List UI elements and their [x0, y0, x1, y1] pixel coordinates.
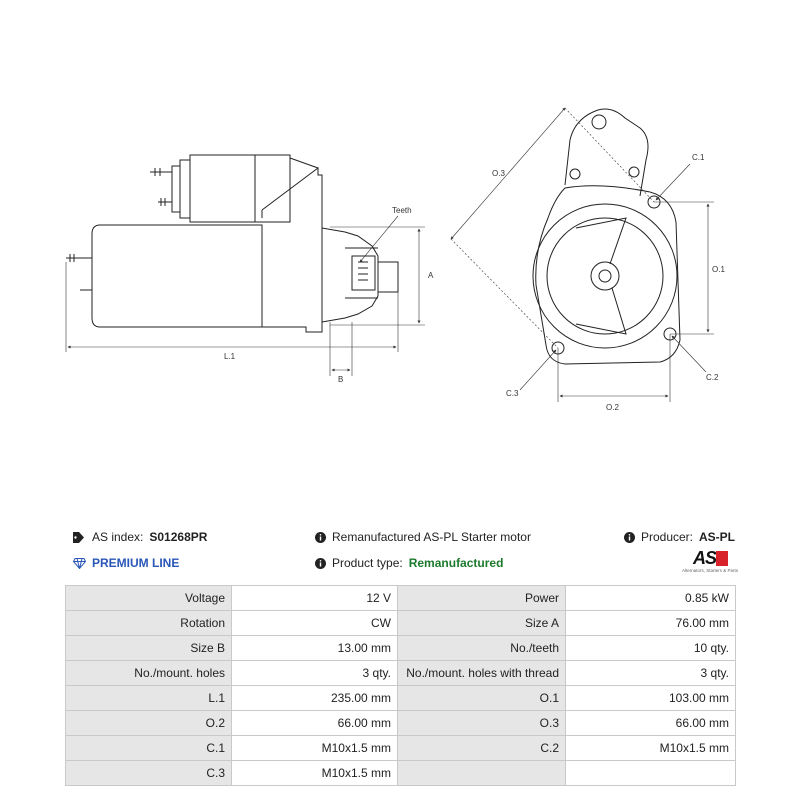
thread-c2-label: C.2: [706, 373, 719, 382]
as-index: [73, 530, 207, 544]
thread-c1-label: C.1: [692, 153, 705, 162]
spec-value: 3 qty.: [232, 661, 398, 686]
product-type-label: Product type:: [332, 556, 403, 570]
spec-label: No./mount. holes: [66, 661, 232, 686]
logo-tagline: Alternators, Starters & Parts: [681, 568, 738, 573]
producer-label: Producer:: [640, 530, 693, 544]
as-pl-logo: [668, 548, 738, 578]
spec-value: 66.00 mm: [566, 711, 736, 736]
product-type: [315, 556, 503, 570]
spec-row: [66, 761, 736, 786]
product-type-value: Remanufactured: [408, 556, 504, 570]
info-icon: [624, 532, 635, 543]
spec-value: 12 V: [232, 586, 398, 611]
info-icon: [315, 532, 326, 543]
spec-label: O.2: [66, 711, 232, 736]
spec-row: [66, 586, 736, 611]
spec-label: C.1: [66, 736, 232, 761]
spec-value: M10x1.5 mm: [566, 736, 736, 761]
spec-value: 10 qty.: [566, 636, 736, 661]
spec-value: 13.00 mm: [232, 636, 398, 661]
spec-value: M10x1.5 mm: [232, 736, 398, 761]
thread-c3-label: C.3: [506, 389, 519, 398]
dimension-o1-label: O.1: [712, 265, 725, 274]
spec-label: Size B: [66, 636, 232, 661]
spec-value: CW: [232, 611, 398, 636]
logo-text: AS: [692, 548, 716, 568]
logo-red-block: [716, 551, 728, 566]
dimension-a-label: A: [428, 271, 434, 280]
spec-label: C.3: [66, 761, 232, 786]
dimension-o2-label: O.2: [606, 403, 619, 412]
spec-value: 0.85 kW: [566, 586, 736, 611]
spec-row: [66, 661, 736, 686]
dimension-o3-label: O.3: [492, 169, 505, 178]
product-description: [315, 530, 531, 544]
description-text: Remanufactured AS-PL Starter motor: [332, 530, 531, 544]
producer: [624, 530, 735, 544]
spec-label: Rotation: [66, 611, 232, 636]
spec-row: [66, 711, 736, 736]
spec-value: M10x1.5 mm: [232, 761, 398, 786]
spec-label: Power: [398, 586, 566, 611]
tag-icon: [73, 532, 86, 543]
spec-value: 66.00 mm: [232, 711, 398, 736]
spec-label: Size A: [398, 611, 566, 636]
spec-label: Voltage: [66, 586, 232, 611]
premium-line-label: PREMIUM LINE: [92, 556, 180, 570]
info-icon: [315, 558, 326, 569]
spec-label: No./mount. holes with thread: [398, 661, 566, 686]
as-index-value: S01268PR: [149, 530, 208, 544]
spec-label: O.1: [398, 686, 566, 711]
spec-row: [66, 686, 736, 711]
spec-value: 76.00 mm: [566, 611, 736, 636]
spec-value: 103.00 mm: [566, 686, 736, 711]
spec-label: L.1: [66, 686, 232, 711]
dimension-l1-label: L.1: [224, 352, 236, 361]
spec-value: [566, 761, 736, 786]
specs-table: [65, 585, 736, 786]
producer-value: AS-PL: [699, 530, 735, 544]
starter-side-view: [66, 155, 398, 332]
starter-front-view: [533, 109, 680, 364]
spec-label: No./teeth: [398, 636, 566, 661]
diamond-icon: [73, 558, 86, 569]
spec-value: 235.00 mm: [232, 686, 398, 711]
spec-row: [66, 736, 736, 761]
dimension-b-label: B: [338, 375, 344, 384]
premium-line-badge: [73, 556, 179, 570]
spec-label: O.3: [398, 711, 566, 736]
spec-label: [398, 761, 566, 786]
teeth-label: Teeth: [392, 206, 412, 215]
spec-row: [66, 611, 736, 636]
spec-row: [66, 636, 736, 661]
product-info: [65, 526, 735, 578]
specs-table-body: [66, 586, 736, 786]
spec-label: C.2: [398, 736, 566, 761]
as-index-label: AS index:: [92, 530, 144, 544]
spec-value: 3 qty.: [566, 661, 736, 686]
